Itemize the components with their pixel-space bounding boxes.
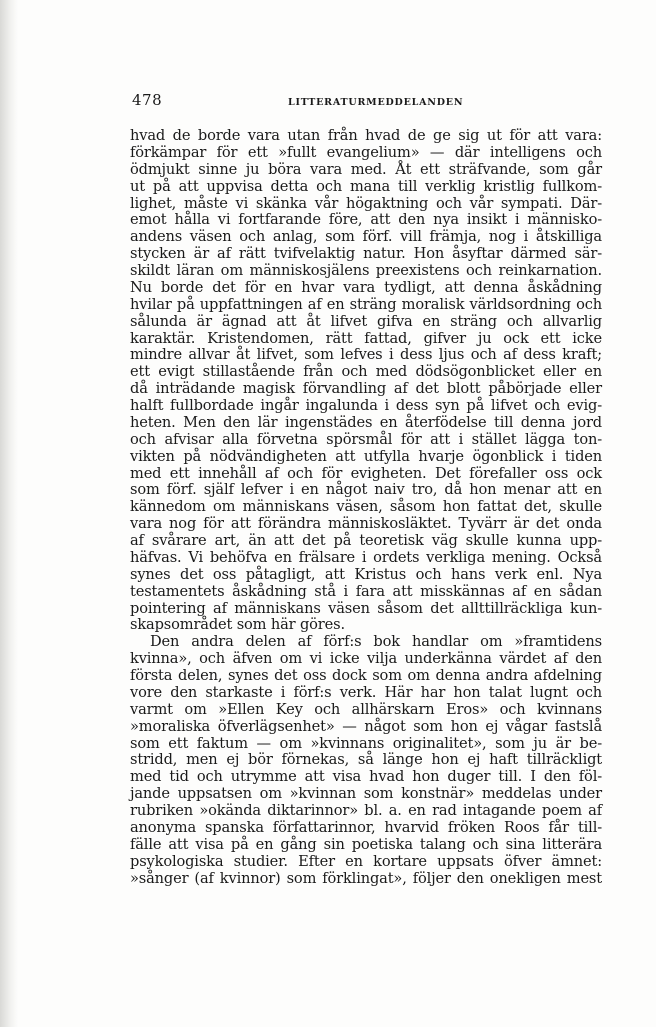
text-line: andens väsen och anlag, som förf. vill främja, nog i åtskilliga [130, 228, 602, 246]
text-line: stycken är af rätt tvifvelaktig natur. Hon åsyftar därmed sär- [130, 245, 602, 263]
text-line: halft fullbordade ingår ingalunda i dess syn på lifvet och evig- [130, 397, 602, 414]
text-line: testamentets åskådning stå i fara att misskännas af en sådan [130, 582, 602, 600]
text-line: Nu borde det för en hvar vara tydligt, att denna åskådning [130, 278, 602, 296]
text-line: häfvas. Vi behöfva en frälsare i ordets verkliga mening. Också [130, 548, 602, 566]
text-line: karaktär. Kristendomen, rätt fattad, gifver ju ock ett icke [130, 329, 602, 347]
text-line: skapsområdet som här göres. [130, 616, 345, 634]
text-line: då inträdande magisk förvandling af det blott påbörjade eller [130, 380, 602, 398]
text-line: emot hålla vi fortfarande före, att den nya insikt i människo- [130, 211, 602, 229]
text-line: »sånger (af kvinnor) som förklingat», följer den onekligen mest [130, 869, 602, 887]
text-line: heten. Men den lär ingenstädes en återfödelse till denna jord [130, 413, 602, 431]
text-line: jande uppsatsen om »kvinnan som konstnär» meddelas under [130, 785, 602, 803]
page-gutter-shadow [0, 0, 18, 1027]
text-line: pointering af människans väsen såsom det allttillräckliga kun- [130, 599, 602, 617]
text-line: lighet, måste vi skänka vår högaktning och vår sympati. Där- [130, 194, 602, 212]
text-line: skildt läran om människosjälens preexistens och reinkarnation. [130, 262, 602, 279]
page-number: 478 [132, 91, 163, 109]
text-line: som ett faktum — om »kvinnans originalitet», som ju är be- [130, 734, 602, 752]
text-line: varmt om »Ellen Key och allhärskarn Eros» och kvinnans [130, 700, 602, 718]
text-line: af svårare art, än att det på teoretisk väg skulle kunna upp- [130, 532, 602, 549]
text-line: vore den starkaste i förf:s verk. Här har hon talat lugnt och [130, 683, 602, 701]
text-line: anonyma spanska författarinnor, hvarvid fröken Roos får till- [130, 818, 602, 836]
text-line: hvad de borde vara utan från hvad de ge sig ut för att vara: [130, 127, 602, 144]
text-line: ut på att uppvisa detta och mana till verklig kristlig fullkom- [130, 177, 602, 195]
text-line: »moraliska öfverlägsenhet» — något som hon ej vågar fastslå [130, 717, 602, 735]
running-head: LITTERATURMEDDELANDEN [288, 97, 464, 108]
text-line: Den andra delen af förf:s bok handlar om »framtidens [150, 633, 602, 651]
text-line: ödmjukt sinne ju böra vara med. Åt ett sträfvande, som går [130, 160, 602, 178]
text-line: med ett innehåll af och för evigheten. Det förefaller oss ock [130, 464, 602, 482]
body-text [130, 128, 602, 887]
text-line: sålunda är ägnad att åt lifvet gifva en sträng och allvarlig [130, 312, 602, 330]
text-line: mindre allvar åt lifvet, som lefves i dess ljus och af dess kraft; [130, 346, 602, 364]
text-line: första delen, synes det oss dock som om denna andra afdelning [130, 667, 602, 684]
text-line: och afvisar alla förvetna spörsmål för att i stället lägga ton- [130, 430, 602, 448]
text-line: kvinna», och äfven om vi icke vilja underkänna värdet af den [130, 650, 602, 668]
text-line: stridd, men ej bör förnekas, så länge hon ej haft tillräckligt [130, 751, 602, 769]
text-line: vara nog för att förändra människosläktet. Tyvärr är det onda [130, 515, 602, 533]
text-line: rubriken »okända diktarinnor» bl. a. en rad intagande poem af [130, 802, 602, 819]
text-line: som förf. själf lefver i en något naiv tro, då hon menar att en [130, 481, 602, 499]
text-line: psykologiska studier. Efter en kortare uppsats öfver ämnet: [130, 852, 602, 870]
text-line: hvilar på uppfattningen af en sträng moralisk världsordning och [130, 295, 602, 313]
text-line: synes det oss påtagligt, att Kristus och hans verk enl. Nya [130, 565, 602, 583]
text-line: fälle att visa på en gång sin poetiska talang och sina litterära [130, 835, 602, 853]
text-line: vikten på nödvändigheten att utfylla hvarje ögonblick i tiden [130, 447, 602, 465]
text-line: kännedom om människans väsen, såsom hon fattat det, skulle [130, 498, 602, 516]
text-line: förkämpar för ett »fullt evangelium» — där intelligens och [130, 143, 602, 161]
text-line: ett evigt stillastående från och med dödsögonblicket eller en [130, 363, 602, 381]
text-line: med tid och utrymme att visa hvad hon duger till. I den föl- [130, 768, 602, 786]
page-header [132, 91, 598, 111]
